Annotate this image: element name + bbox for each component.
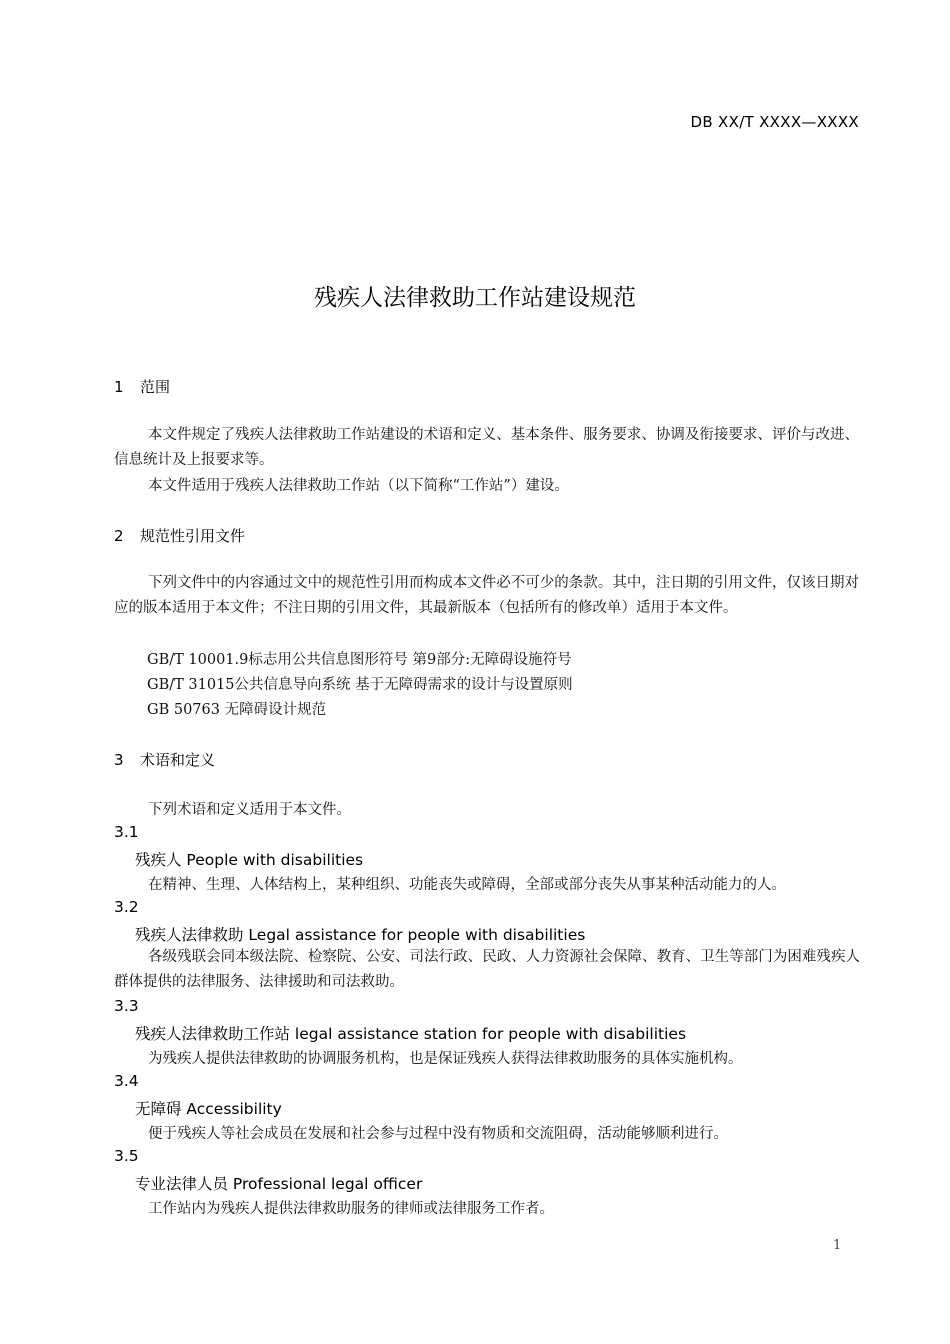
term-number: 3.1 bbox=[114, 823, 139, 841]
scope-paragraph-2: 本文件适用于残疾人法律救助工作站（以下简称“工作站”）建设。 bbox=[148, 478, 569, 494]
term-number: 3.2 bbox=[114, 898, 139, 916]
document-title: 残疾人法律救助工作站建设规范 bbox=[314, 285, 636, 311]
term-definition: 便于残疾人等社会成员在发展和社会参与过程中没有物质和交流阻碍，活动能够顺利进行。 bbox=[148, 1126, 728, 1142]
term-number: 3.4 bbox=[114, 1072, 139, 1090]
term-name: 专业法律人员 Professional legal officer bbox=[135, 1175, 423, 1193]
section-number: 2 bbox=[114, 527, 124, 545]
term-number: 3.5 bbox=[114, 1147, 139, 1165]
document-code: DB XX/T XXXX—XXXX bbox=[690, 113, 859, 131]
term-name: 残疾人法律救助 Legal assistance for people with disabilities bbox=[135, 926, 586, 944]
page-number: 1 bbox=[833, 1238, 842, 1253]
reference-item: GB/T 31015公共信息导向系统 基于无障碍需求的设计与设置原则 bbox=[147, 677, 573, 693]
section-title: 术语和定义 bbox=[140, 751, 216, 769]
term-definition: 在精神、生理、人体结构上，某种组织、功能丧失或障碍，全部或部分丧失从事某种活动能力的人。 bbox=[148, 877, 786, 893]
terms-intro-paragraph: 下列术语和定义适用于本文件。 bbox=[148, 802, 351, 818]
section-heading-terms bbox=[114, 749, 215, 770]
term-definition: 为残疾人提供法律救助的协调服务机构，也是保证残疾人获得法律救助服务的具体实施机构。 bbox=[148, 1051, 743, 1067]
section-title: 范围 bbox=[140, 378, 171, 396]
scope-paragraph-1: 本文件规定了残疾人法律救助工作站建设的术语和定义、基本条件、服务要求、协调及衔接要求、评价与改进、信息统计及上报要求等。 bbox=[114, 427, 859, 468]
term-number: 3.3 bbox=[114, 997, 139, 1015]
term-name: 残疾人法律救助工作站 legal assistance station for people with disabilities bbox=[135, 1025, 687, 1043]
term-definition: 工作站内为残疾人提供法律救助服务的律师或法律服务工作者。 bbox=[148, 1201, 554, 1217]
term-definition: 各级残联会同本级法院、检察院、公安、司法行政、民政、人力资源社会保障、教育、卫生等部门为困难残疾人群体提供的法律服务、法律援助和司法救助。 bbox=[114, 949, 860, 990]
reference-item: GB 50763 无障碍设计规范 bbox=[147, 702, 327, 718]
section-heading-scope bbox=[114, 376, 170, 397]
reference-item: GB/T 10001.9标志用公共信息图形符号 第9部分:无障碍设施符号 bbox=[147, 652, 572, 668]
term-name: 残疾人 People with disabilities bbox=[135, 851, 364, 869]
section-number: 1 bbox=[114, 378, 124, 396]
section-title: 规范性引用文件 bbox=[140, 527, 246, 545]
section-heading-normative-references bbox=[114, 525, 245, 546]
term-name: 无障碍 Accessibility bbox=[135, 1100, 282, 1118]
references-intro-paragraph: 下列文件中的内容通过文中的规范性引用而构成本文件必不可少的条款。其中，注日期的引用文件，仅该日期对应的版本适用于本文件；不注日期的引用文件，其最新版本（包括所有的修改单）适用于本文件。 bbox=[114, 575, 859, 616]
section-number: 3 bbox=[114, 751, 124, 769]
